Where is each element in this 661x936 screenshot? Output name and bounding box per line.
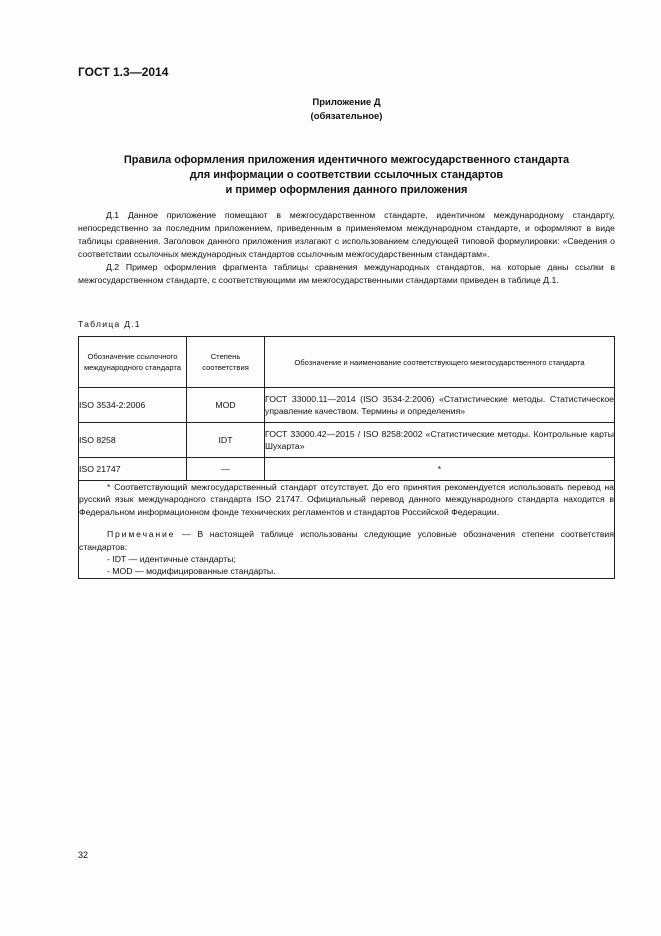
note-text: — В настоящей таблице использованы следующие условные обозначения степени соответствия стандартов: bbox=[79, 529, 614, 552]
title-line-3: и пример оформления данного приложения bbox=[225, 184, 468, 196]
footnote: * Соответствующий межгосударственный стандарт отсутствует. До его принятия рекомендуется использовать перевод на русский язык международного стандарта ISO 21747. Официальный перевод данного международного стандарта находится в Федеральном информационном фонде технических регламентов и стандартов Российской Федерации. bbox=[79, 482, 614, 517]
body-text bbox=[78, 209, 615, 288]
table-row bbox=[79, 458, 615, 481]
cell-intl: ISO 8258 bbox=[79, 423, 187, 458]
cell-gost: ГОСТ 33000.42—2015 / ISO 8258:2002 «Статистические методы. Контрольные карты Шухарта» bbox=[265, 423, 615, 458]
cell-intl: ISO 21747 bbox=[79, 458, 187, 481]
cell-degree: — bbox=[187, 458, 265, 481]
appendix-heading bbox=[78, 96, 615, 124]
title-line-1: Правила оформления приложения идентичного межгосударственного стандарта bbox=[123, 154, 570, 166]
header-gost-standard: Обозначение и наименование соответствующего межгосударственного стандарта bbox=[265, 337, 615, 388]
cell-gost: * bbox=[265, 458, 615, 481]
paragraph-d2: Д.2 Пример оформления фрагмента таблицы сравнения международных стандартов, на которые даны ссылки в межгосударственном стандарте, с соответствующими им межгосударственными стандартами приведен в таблице Д.1. bbox=[78, 262, 615, 286]
note-label: Примечание bbox=[107, 529, 176, 540]
comparison-table bbox=[78, 336, 615, 579]
table-header-row bbox=[79, 337, 615, 388]
cell-gost: ГОСТ 33000.11—2014 (ISO 3534-2:2006) «Статистические методы. Статистическое управление качеством. Термины и определения» bbox=[265, 388, 615, 423]
cell-intl: ISO 3534-2:2006 bbox=[79, 388, 187, 423]
table-note bbox=[79, 528, 614, 553]
table-row bbox=[79, 423, 615, 458]
table-footer bbox=[79, 481, 615, 579]
table-footer-row bbox=[79, 481, 615, 579]
paragraph-d1: Д.1 Данное приложение помещают в межгосударственном стандарте, идентичном международному стандарту, непосредственно за последним приложением, приведенным в применяемом международном стандарте, и оформляют в виде таблицы сравнения. Заголовок данного приложения излагают с использованием следующей типовой формулировки: «Сведения о соответствии ссылочных международных стандартов ссылочным межгосударственным стандартам». bbox=[78, 210, 615, 260]
legend-item-mod: - MOD — модифицированные стандарты. bbox=[107, 566, 276, 577]
page-number: 32 bbox=[78, 850, 89, 860]
legend-item-idt: - IDT — идентичные стандарты; bbox=[107, 554, 236, 565]
table-caption: Таблица Д.1 bbox=[78, 319, 141, 329]
document-header: ГОСТ 1.3—2014 bbox=[78, 65, 169, 79]
title-line-2: для информации о соответствии ссылочных стандартов bbox=[189, 169, 504, 181]
section-title bbox=[78, 153, 615, 198]
cell-degree: IDT bbox=[187, 423, 265, 458]
appendix-label: Приложение Д bbox=[312, 97, 381, 108]
header-degree: Степень соответствия bbox=[187, 337, 265, 388]
appendix-status: (обязательное) bbox=[310, 111, 383, 122]
header-intl-standard: Обозначение ссылочного международного стандарта bbox=[79, 337, 187, 388]
cell-degree: MOD bbox=[187, 388, 265, 423]
table-row bbox=[79, 388, 615, 423]
